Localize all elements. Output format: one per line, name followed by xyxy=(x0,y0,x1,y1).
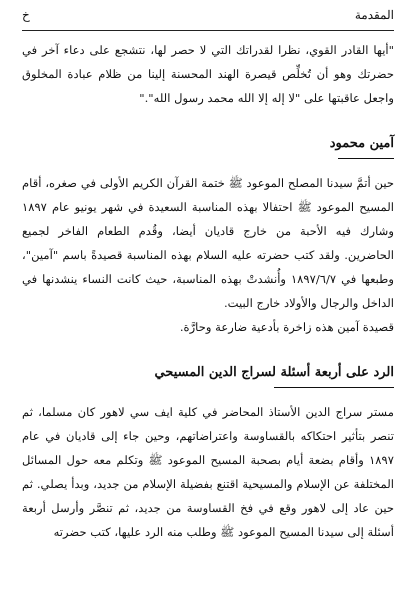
intro-paragraph: "أيها القادر القوي، نظرا لقدراتك التي لا حصر لها، نتشجع على دعاء آخر في حضرتك وهو أن تُخلِّص قيصرة الهند المحسنة إلينا من ظلام عبادة المخلوق واجعل عاقبتها على "لا إله إلا الله محمد رسول الله"." xyxy=(22,43,394,105)
section2-paragraph: مستر سراج الدين الأستاذ المحاضر في كلية ايف سي لاهور كان مسلما، ثم تنصر بتأثير احتكاكه بالقساوسة واعتراضاتهم، وحين جاء إلى قاديان في عام ١٨٩٧ وأقام بضعة أيام بصحبة المسيح الموعود ﷺ وتكلم معه حول المسائل المختلفة عن الإسلام والمسيحية اقتنع بفضيلة الإسلام من جديد، وبدأ يصلي. ثم حين عاد إلى لاهور وقع في فخ القساوسة من جديد، ثم تنصَّر وأرسل أربعة أسئلة إلى سيدنا المسيح الموعود ﷺ وطلب منه الرد عليها، كتب حضرته xyxy=(22,405,394,539)
running-head-title: المقدمة xyxy=(354,8,394,22)
section-heading-four-questions xyxy=(22,361,394,388)
header-rule xyxy=(22,30,394,31)
section-heading-text: آمين محمود xyxy=(329,136,394,151)
page-number: خ xyxy=(22,8,30,22)
page-body xyxy=(22,38,394,544)
heading-underline xyxy=(274,387,394,388)
section1-paragraph: حين أتمَّ سيدنا المصلح الموعود ﷺ ختمة القرآن الكريم الأولى في صغره، أقام المسيح الموعود ﷺ احتفالا بهذه المناسبة السعيدة في شهر يونيو عام ١٨٩٧ وشارك فيه الأحبة من خارج قاديان أيضا، وقُدم الطعام الفاخر لجميع الحاضرين. ولقد كتب حضرته عليه السلام بهذه المناسبة قصيدةً باسم "آمين"، وطبعها في ١٨٩٧/٦/٧ وأُنشدتْ بهذه المناسبة، حيث كانت النساء ينشدنها في الداخل والرجال والأولاد خارج البيت. xyxy=(22,176,394,310)
section1-closing-line: قصيدة آمين هذه زاخرة بأدعية ضارعة وحارَّة. xyxy=(179,320,394,334)
running-head xyxy=(22,8,394,28)
heading-underline xyxy=(338,158,394,159)
section-heading-amin-mahmoud xyxy=(22,132,394,159)
section-heading-text: الرد على أربعة أسئلة لسراج الدين المسيحي xyxy=(154,365,394,380)
